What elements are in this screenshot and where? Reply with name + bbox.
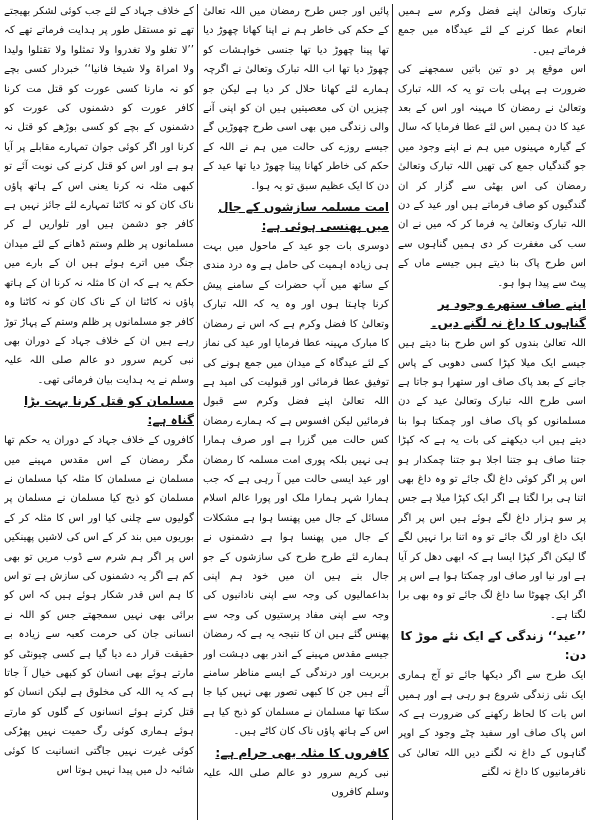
section-heading: ’’عید‘‘ زندگی کے ایک نئے موڑ کا دن: xyxy=(400,629,586,663)
paragraph: اس موقع پر دو تین باتیں سمجھنے کی ضرورت ہے پہلی بات تو یہ کہ اللہ تبارک وتعالیٰ نے رمضان کا مہینہ اور اس کے بعد عید کا دن ہمیں اس لئے عطا فرمایا کہ سال کے گیارہ مہینوں میں ہم نے اپنے وجود میں جو گندگیاں جمع کی تھیں اللہ تبارک وتعالیٰ رمضان کی اس بھٹی سے گزار کر ان گندگیوں کو صاف فرماتے ہیں اور عید کے دن اللہ تبارک وتعالیٰ یہ فرما کر کہ میں نے ان سب کی مغفرت کر دی ہمیں گناہوں سے اس طرح پاک بنا دیتے ہیں جیسے ماں کے پیٹ سے پیدا ہوا ہو۔ xyxy=(398,64,586,289)
paragraph: اللہ تعالیٰ بندوں کو اس طرح بنا دیتے ہیں جیسے ایک میلا کپڑا کسی دھوبی کے پاس جانے کے بعد پاک صاف اور ستھرا ہو جاتا ہے اسی طرح اللہ تبارک وتعالیٰ عید کے دن مسلمانوں کو پاک صاف اور چمکتا ہوا بنا دیتے ہیں اب دیکھنے کی بات یہ ہے کہ کپڑا جتنا صاف ہو جتنا اجلا ہو جتنا چمکدار ہو اس پر اگر کوئی داغ لگ جائے تو وہ داغ بھی اتنا ہی برا لگتا ہے اگر ایک کپڑا میلا ہے جس پر سو ہزار داغ لگے ہوئے ہیں اس پر اگر ایک داغ اور لگ جائے تو وہ اتنا برا نہیں لگے گا لیکن اگر کپڑا ایسا ہے کہ ابھی دھل کر آیا ہے اور نیا اور صاف اور چمکتا ہوا ہے اس پر اگر ایک چھوٹا سا داغ لگ جائے تو وہ بھی برا لگتا ہے۔ xyxy=(398,338,586,621)
section-heading: اپنے صاف ستھرے وجود پر گناہوں کا داغ نہ لگنے دیں۔ xyxy=(430,297,586,331)
section-heading: کافروں کا مثلہ بھی حرام ہے: xyxy=(215,745,389,760)
paragraph: کافروں کے خلاف جہاد کے دوران یہ حکم تھا مگر رمضان کے اس مقدس مہینے میں مسلمان نے مسلمان کا مثلہ کیا مسلمان نے مسلمان کو ذبح کیا مسلمان نے مسلمان پر گولیوں سے چلنی کیا اور اس کا مثلہ کر کے بوریوں میں بند کر کے اس کی لاشیں پھینکیں اس پر اگر ہم شرم سے ڈوب مریں تو بھی کم ہے اگر یہ دشمنوں کی سازش ہے تو اس کا ہم اس قدر شکار ہوئے ہیں کہ اس کو برائی بھی نہیں سمجھتے جس کو اللہ نے انسانی جان کی حرمت کعبہ سے زیادہ بے حقیقت قرار دے دیا گیا ہے کسی چیونٹی کو مارتے ہوئے بھی انسان کو کبھی خیال آ جاتا ہے کہ یہ اللہ کی مخلوق ہے لیکن انسان کو قتل کرتے ہوئے انسانوں کے گلوں کو مارتے ہوئے ہماری کوئی رگ حمیت نہیں پھڑکی کوئی غیرت نہیں جاگتی انسانیت کا کوئی شائبہ دل میں پیدا نہیں ہوتا اس xyxy=(4,435,194,777)
column-left xyxy=(4,2,194,822)
paragraph: ایک طرح سے اگر دیکھا جائے تو آج ہماری ایک نئی زندگی شروع ہو رہی ہے اور ہمیں اس بات کا لحاظ رکھنے کی ضرورت ہے کہ اس پاک صاف اور سفید چٹے وجود کے اوپر گناہوں کے داغ نہ لگنے دیں اللہ تعالیٰ کی نافرمانیوں کا داغ نہ لگنے xyxy=(398,670,586,779)
column-divider xyxy=(197,4,198,820)
section-heading: امت مسلمہ سازشوں کے جال میں پھنسی ہوئی ہے: xyxy=(218,200,389,234)
paragraph: دوسری بات جو عید کے ماحول میں بہت ہی زیادہ اہمیت کی حامل ہے وہ درد مندی کے ساتھ میں آپ حضرات کے سامنے پیش کرنا چاہتا ہوں اور وہ یہ کہ اللہ تبارک وتعالیٰ کا فضل وکرم ہے کہ اس نے رمضان کا مبارک مہینہ عطا فرمایا اور عید کی نماز کے لئے عیدگاہ کے میدان میں جمع ہونے کی توفیق عطا فرمائی اور قبولیت کی امید ہے اللہ تعالیٰ اپنے فضل وکرم سے قبول فرمائیں لیکن افسوس ہے کہ ہمارے رمضان کس حالت میں گزرا ہے اور صرف ہمارا ہی نہیں بلکہ پوری امت مسلمہ کا رمضان اور عید ایسی حالت میں آ رہی ہے کہ جب ہمارا شہر ہمارا ملک اور پورا عالم اسلام مسائل کے جال میں پھنسا ہوا ہے مشکلات کے جال میں پھنسا ہوا ہے دشمنوں نے ہمارے لئے طرح طرح کی سازشوں کے جو جال بنے ہیں ان میں خود ہم اپنی بداعمالیوں کی وجہ سے اپنی نادانیوں کی وجہ سے اپنی مفاد پرستیوں کی وجہ سے پھنس گئے ہیں ان کا نتیجہ یہ ہے کہ رمضان جیسے مقدس مہینے کے اندر بھی دہشت اور بربریت اور درندگی کے ایسے مناظر سامنے آئے ہیں جن کا کبھی تصور بھی نہیں کیا جا سکتا تھا مسلمان نے مسلمان کو ذبح کیا ہے اس کے ہاتھ پاؤں ناک کان کاٹے ہیں۔ xyxy=(203,241,389,738)
paragraph: کے خلاف جہاد کے لئے جب کوئی لشکر بھیجتے تھے تو مستقل طور پر ہدایت فرماتے تھے کہ ’’لا تغلو ولا تغدروا ولا تمثلوا ولا تقتلوا ولیدا ولا امراۃ ولا شیخا فانیا‘‘ خبردار کسی بچے کو نہ مارنا کسی عورت کو قتل مت کرنا کافر عورت کو دشمنوں کی عورت کو دشمنوں کے بچے کو کسی بوڑھے کو قتل نہ کرنا اور اگر کوئی جوان تمہارے مقابلے پر آیا ہو ہے اور اس کو قتل کرنے کی نوبت آئے تو کبھی مثلہ نہ کرنا یعنی اس کے ہاتھ پاؤں ناک کان کو نہ کاٹنا تمہارے لئے جائز نہیں ہے کافر جو دشمن ہیں اور تلواریں لے کر مسلمانوں پر ظلم وستم ڈھانے کے لئے میدان جنگ میں اترے ہوئے ہیں ان کے بارے میں حکم یہ ہے کہ ان کا مثلہ نہ کرنا ان کے ہاتھ پاؤں نہ کاٹنا ان کے ناک کان کو نہ کاٹنا وہ کافر جو مسلمانوں پر ظلم وستم کے پہاڑ توڑ رہے ہیں ان کے خلاف جہاد کے دوران بھی نبی کریم سرور دو عالم صلی اللہ علیہ وسلم نے یہ ہدایت بیان فرمائی تھی۔ xyxy=(4,6,194,386)
column-divider xyxy=(392,4,393,820)
paragraph: پائیں اور جس طرح رمضان میں اللہ تعالیٰ کے حکم کی خاطر ہم نے اپنا کھانا چھوڑ دیا تھا پینا چھوڑ دیا تھا جنسی خواہشات کو چھوڑ دیا تھا اب اللہ تبارک وتعالیٰ نے اگرچہ ہمارے لئے کھانا حلال کر دیا ہے لیکن جو چیزیں ان کی معصیتیں ہیں ان کو اپنی آنے والی زندگی میں بھی اسی طرح چھوڑیں گے جیسے روزے کی حالت میں ہم نے اللہ کے حکم کی خاطر کھانا پینا چھوڑ دیا تھا عید کے دن کا ایک عظیم سبق تو یہ ہوا۔ xyxy=(203,6,389,192)
paragraph: نبی کریم سرور دو عالم صلی اللہ علیہ وسلم کافروں xyxy=(203,767,389,799)
paragraph: تبارک وتعالیٰ اپنے فضل وکرم سے ہمیں انعام عطا کرنے کے لئے عیدگاہ میں جمع فرماتے ہیں۔ xyxy=(398,6,586,56)
column-middle xyxy=(203,2,389,822)
column-right xyxy=(398,2,586,822)
section-heading: مسلمان کو قتل کرنا بہت بڑا گناہ ہے: xyxy=(24,394,194,428)
